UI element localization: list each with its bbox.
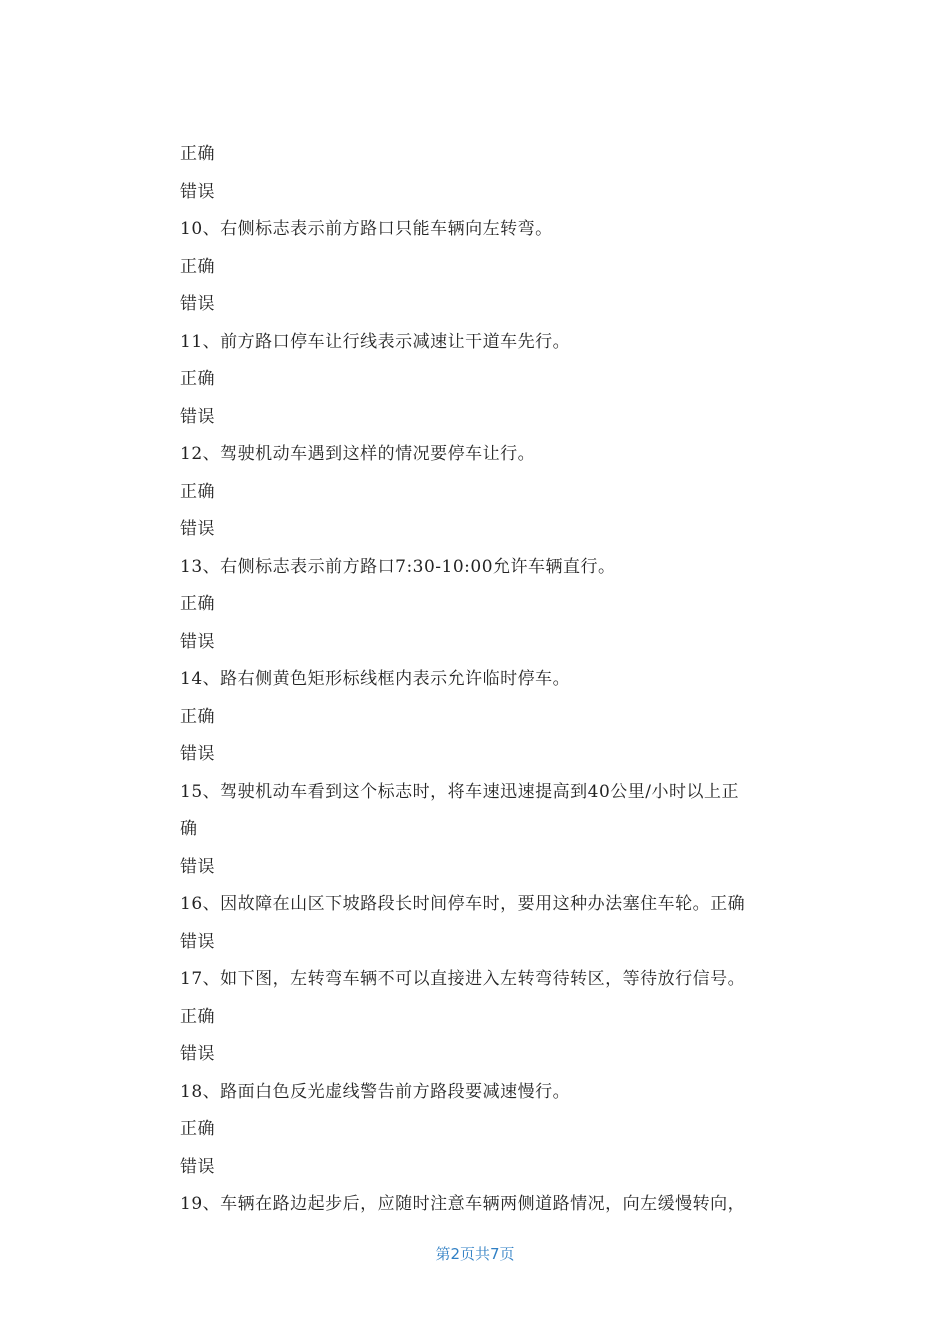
answer-option-wrong: 错误 xyxy=(180,856,215,877)
answer-option-correct: 正确 xyxy=(180,144,215,164)
answer-option-correct: 正确 xyxy=(180,1119,215,1139)
answer-option-correct: 正确 xyxy=(180,594,215,614)
answer-option-wrong: 错误 xyxy=(180,1044,215,1064)
answer-option-correct: 正确 xyxy=(180,481,215,502)
answer-option-correct: 正确 xyxy=(180,1006,215,1027)
question-12: 12、驾驶机动车遇到这样的情况要停车让行。 xyxy=(180,444,536,464)
question-17: 17、如下图，左转弯车辆不可以直接进入左转弯待转区，等待放行信号。 xyxy=(180,969,746,989)
question-18: 18、路面白色反光虚线警告前方路段要减速慢行。 xyxy=(180,1081,571,1102)
question-16: 16、因故障在山区下坡路段长时间停车时，要用这种办法塞住车轮。正确 xyxy=(180,894,746,914)
answer-option-wrong: 错误 xyxy=(180,294,215,314)
answer-option-wrong: 错误 xyxy=(180,931,215,952)
question-10: 10、右侧标志表示前方路口只能车辆向左转弯。 xyxy=(180,219,553,239)
answer-option-wrong: 错误 xyxy=(180,181,215,202)
answer-option-wrong: 错误 xyxy=(180,631,215,652)
question-15: 15、驾驶机动车看到这个标志时，将车速迅速提高到40公里/小时以上正 xyxy=(180,781,739,802)
answer-option-correct: 正确 xyxy=(180,706,215,727)
answer-option-correct: 正确 xyxy=(180,369,215,389)
question-14: 14、路右侧黄色矩形标线框内表示允许临时停车。 xyxy=(180,669,571,689)
question-15-continuation: 确 xyxy=(180,819,198,839)
answer-option-wrong: 错误 xyxy=(180,1156,215,1177)
answer-option-wrong: 错误 xyxy=(180,744,215,764)
answer-option-wrong: 错误 xyxy=(180,519,215,539)
question-19: 19、车辆在路边起步后，应随时注意车辆两侧道路情况，向左缓慢转向， xyxy=(180,1194,746,1214)
page-number-footer: 第2页共7页 xyxy=(435,1245,515,1263)
question-11: 11、前方路口停车让行线表示减速让干道车先行。 xyxy=(180,331,571,352)
question-13: 13、右侧标志表示前方路口7:30-10:00允许车辆直行。 xyxy=(180,556,616,577)
document-body xyxy=(180,136,800,1224)
answer-option-correct: 正确 xyxy=(180,256,215,277)
answer-option-wrong: 错误 xyxy=(180,406,215,427)
